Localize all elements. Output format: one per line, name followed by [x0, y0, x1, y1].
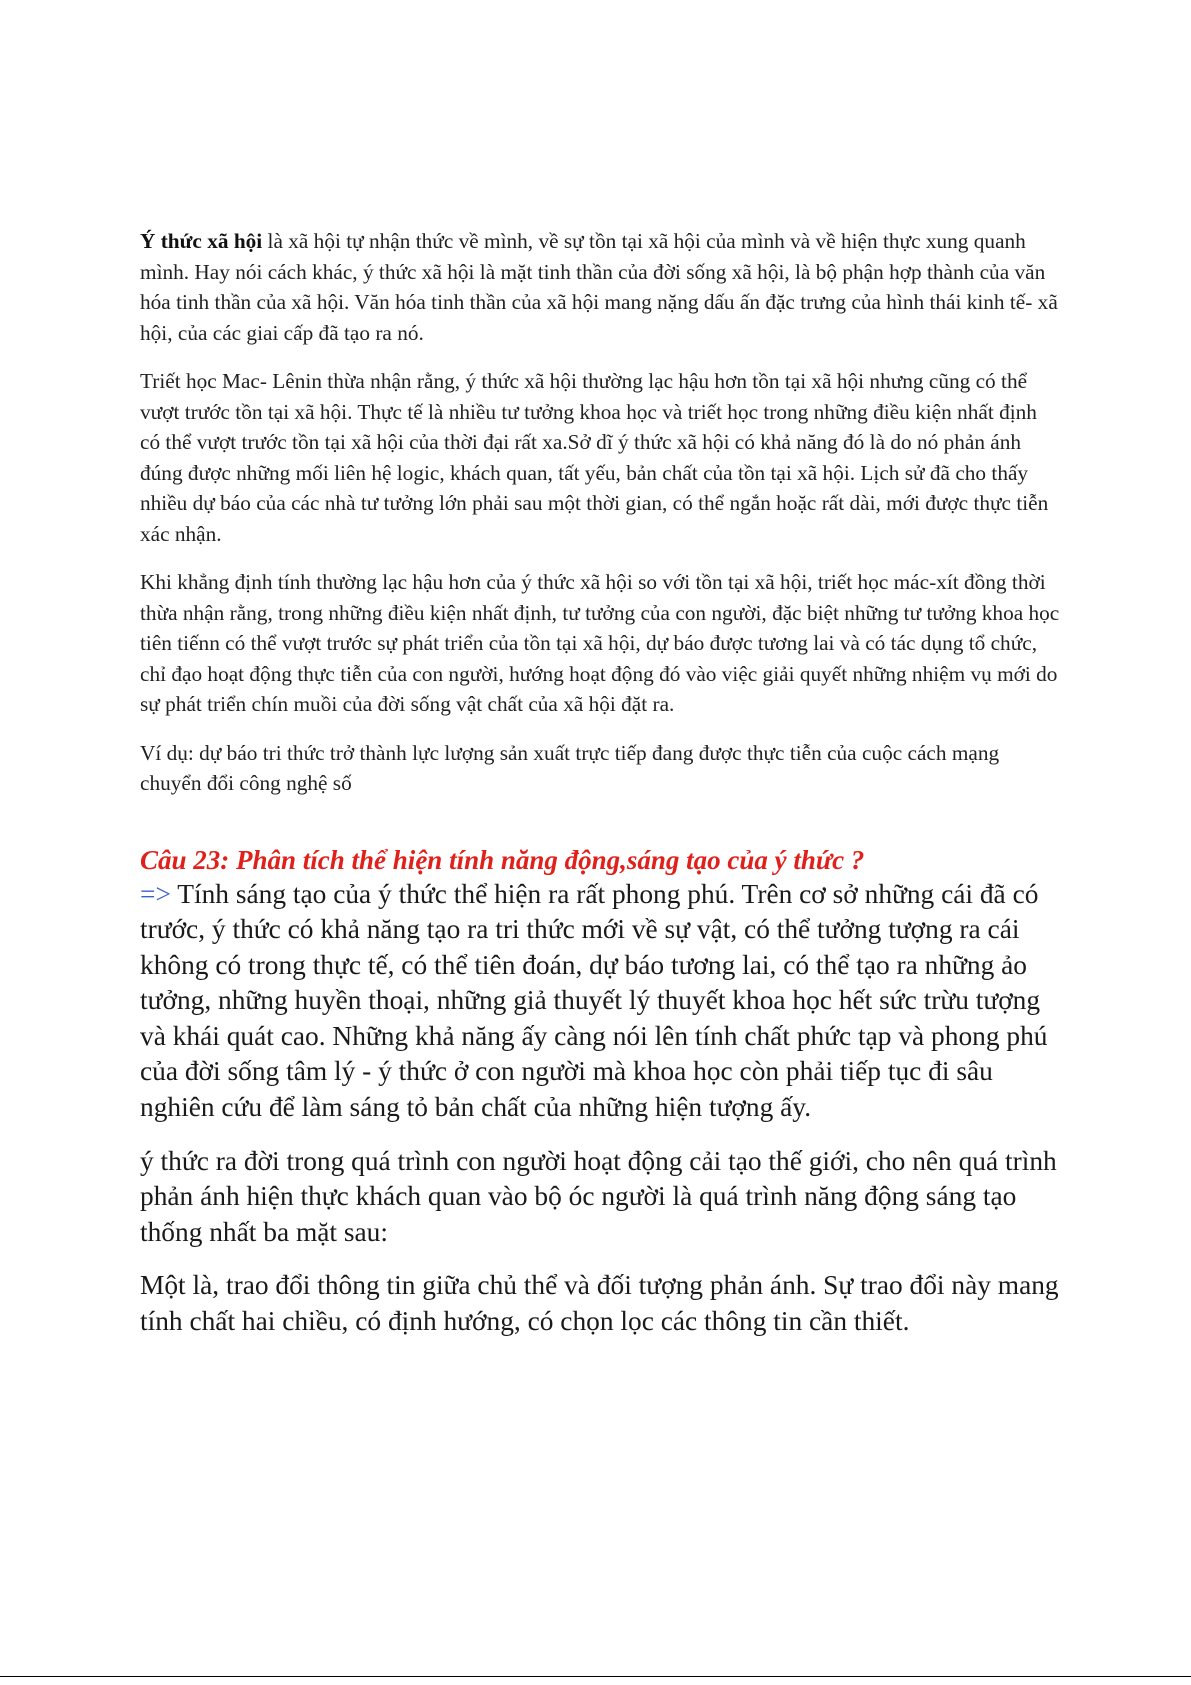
- document-body: [140, 226, 1060, 1358]
- paragraph-definition: [140, 226, 1060, 348]
- answer-paragraph-origin: ý thức ra đời trong quá trình con người hoạt động cải tạo thế giới, cho nên quá trình phản ánh hiện thực khách quan vào bộ óc người là quá trình năng động sáng tạo thống nhất ba mặt sau:: [140, 1145, 1057, 1247]
- answer-text: Tính sáng tạo của ý thức thể hiện ra rất phong phú. Trên cơ sở những cái đã có trước, ý thức có khả năng tạo ra tri thức mới về sự vật, có thể tưởng tượng ra cái không có trong thực tế, có thể tiên đoán, dự báo tương lai, có thể tạo ra những ảo tưởng, những huyền thoại, những giả thuyết lý thuyết khoa học hết sức trừu tượng và khái quát cao. Những khả năng ấy càng nói lên tính chất phức tạp và phong phú của đời sống tâm lý - ý thức ở con người mà khoa học còn phải tiếp tục đi sâu nghiên cứu để làm sáng tỏ bản chất của những hiện tượng ấy.: [140, 878, 1048, 1123]
- paragraph-affirmation: Khi khẳng định tính thường lạc hậu hơn của ý thức xã hội so với tồn tại xã hội, triết học mác-xít đồng thời thừa nhận rằng, trong những điều kiện nhất định, tư tưởng của con người, đặc biệt những tư tưởng khoa học tiên tiếnn có thể vượt trước sự phát triển của tồn tại xã hội, dự báo được tương lai và có tác dụng tổ chức, chỉ đạo hoạt động thực tiễn của con người, hướng hoạt động đó vào việc giải quyết những nhiệm vụ mới do sự phát triển chín muồi của đời sống vật chất của xã hội đặt ra.: [140, 570, 1060, 716]
- term-bold: Ý thức xã hội: [140, 229, 263, 253]
- paragraph-text: là xã hội tự nhận thức về mình, về sự tồn tại xã hội của mình và về hiện thực xung quanh mình. Hay nói cách khác, ý thức xã hội là mặt tinh thần của đời sống xã hội, là bộ phận hợp thành của văn hóa tinh thần của xã hội. Văn hóa tinh thần của xã hội mang nặng dấu ấn đặc trưng của hình thái kinh tế- xã hội, của các giai cấp đã tạo ra nó.: [140, 229, 1058, 345]
- page-bottom-rule: [0, 1676, 1191, 1677]
- paragraph-example: Ví dụ: dự báo tri thức trở thành lực lượng sản xuất trực tiếp đang được thực tiễn của cuộc cách mạng chuyển đổi công nghệ số: [140, 740, 1000, 795]
- paragraph-marxism: Triết học Mac- Lênin thừa nhận rằng, ý thức xã hội thường lạc hậu hơn tồn tại xã hội nhưng cũng có thể vượt trước tồn tại xã hội. Thực tế là nhiều tư tưởng khoa học và triết học trong những điều kiện nhất định có thể vượt trước tồn tại xã hội của thời đại rất xa.Sở dĩ ý thức xã hội có khả năng đó là do nó phản ánh đúng được những mối liên hệ logic, khách quan, tất yếu, bản chất của tồn tại xã hội. Lịch sử đã cho thấy nhiều dự báo của các nhà tư tưởng lớn phải sau một thời gian, có thể ngắn hoặc rất dài, mới được thực tiễn xác nhận.: [140, 369, 1049, 546]
- answer-arrow: =>: [140, 878, 171, 909]
- answer-paragraph-first-aspect: Một là, trao đổi thông tin giữa chủ thể và đối tượng phản ánh. Sự trao đổi này mang tính chất hai chiều, có định hướng, có chọn lọc các thông tin cần thiết.: [140, 1270, 1059, 1337]
- question-heading: Câu 23: Phân tích thể hiện tính năng động,sáng tạo của ý thức ?: [140, 844, 865, 875]
- answer-paragraph-creativity: [140, 877, 1060, 1126]
